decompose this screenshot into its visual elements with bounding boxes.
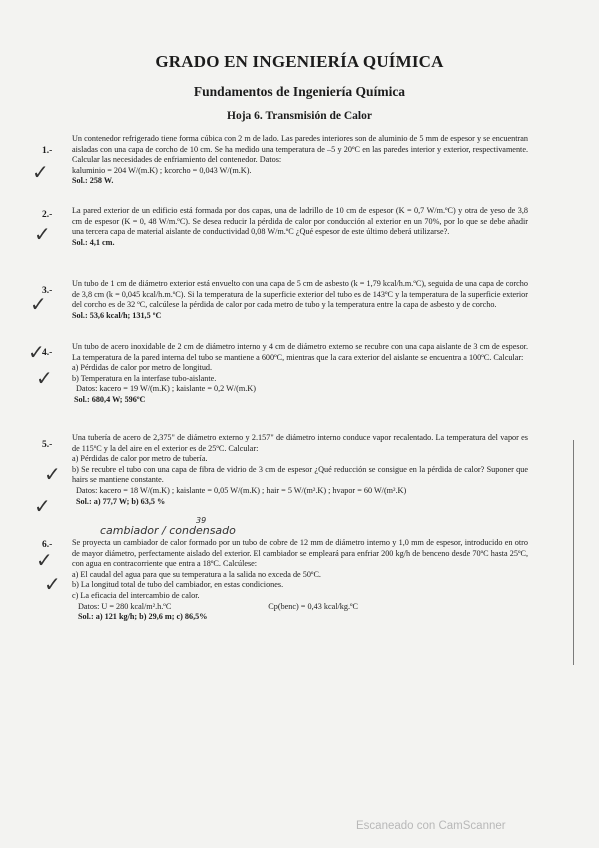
sheet-title: Hoja 6. Transmisión de Calor <box>227 110 372 122</box>
problem-1-text: Un contenedor refrigerado tiene forma cúbica con 2 m de lado. Las paredes interiores son de aluminio de 5 mm de espesor y se encuentran aisladas con una capa de corcho de 10 cm. Se ha medido una temperatura de –5 y 20ºC en las paredes interior y exterior, respectivamente. Calcular las necesidades de enfriamiento del contenedor. Datos: <box>72 134 528 165</box>
problem-3-text: Un tubo de 1 cm de diámetro exterior está envuelto con una capa de 5 cm de asbesto (k = 1,79 kcal/h.m.ºC), seguida de una capa de corcho de 3,8 cm (k = 0,045 kcal/h.m.ºC). Si la temperatura de la superficie exterior del tubo es de 143ºC y la temperatura de la superficie exterior del corcho es de 32 ºC, calcúlese la pérdida de calor por cada metro de tubo y la temperatura entre la capa de asbesto y de corcho. <box>72 279 528 310</box>
problem-2 <box>72 206 528 248</box>
problem-4-text: Un tubo de acero inoxidable de 2 cm de diámetro interno y 4 cm de diámetro externo se recubre con una capa aislante de 3 cm de espesor. La temperatura de la pared interna del tubo se mantiene a 600ºC, mientras que la cara exterior del aislante se encuentra a 100ºC. Calcular: <box>72 342 528 362</box>
checkmark-icon: ✓ <box>30 292 47 316</box>
problem-6-text: Se proyecta un cambiador de calor formado por un tubo de cobre de 12 mm de diámetro interno y 1,0 mm de espesor, introducido en otro de mayor diámetro, perfectamente aislado del exterior. El cambiador se empleará para enfriar 200 kg/h de benceno desde 70ºC hasta 25ºC, con agua en contracorriente que entra a 18ºC. Calcúlese: <box>72 538 528 569</box>
problem-4 <box>72 342 528 406</box>
problem-6-solution: Sol.: a) 121 kg/h; b) 29,6 m; c) 86,5% <box>78 612 208 622</box>
problem-1-number: 1.- <box>42 146 53 156</box>
problem-2-number: 2.- <box>42 210 53 220</box>
checkmark-icon: ✓ <box>44 572 61 596</box>
degree-title: GRADO EN INGENIERÍA QUÍMICA <box>155 52 444 71</box>
problem-4-solution: Sol.: 680,4 W; 596ºC <box>74 394 146 404</box>
checkmark-icon: ✓ <box>36 366 53 390</box>
course-title: Fundamentos de Ingeniería Química <box>193 84 406 99</box>
scanner-watermark: Escaneado con CamScanner <box>356 820 506 832</box>
problem-3-solution: Sol.: 53,6 kcal/h; 131,5 ºC <box>72 310 162 320</box>
problem-5-item-a: a) Pérdidas de calor por metro de tubería. <box>72 454 208 464</box>
problem-5 <box>72 433 528 507</box>
checkmark-icon: ✓ <box>32 160 49 184</box>
problem-4-item-b: b) Temperatura en la interfase tubo-aislante. <box>72 373 217 383</box>
problem-3 <box>72 279 528 321</box>
problem-1 <box>72 134 528 187</box>
problem-6-data-right: Cp(benc) = 0,43 kcal/kg.ºC <box>268 601 358 611</box>
problem-5-data: Datos: kacero = 18 W/(m.K) ; kaislante = 0,05 W/(m.K) ; hair = 5 W/(m².K) ; hvapor = 60 W/(m².K) <box>76 485 407 495</box>
checkmark-icon: ✓ <box>28 340 45 364</box>
problem-5-number: 5.- <box>42 440 53 450</box>
checkmark-icon: ✓ <box>34 222 51 246</box>
problem-5-item-b: b) Se recubre el tubo con una capa de fibra de vidrio de 3 cm de espesor ¿Qué reducción se consigue en la pérdida de calor? Suponer que hairs se mantiene constante. <box>72 464 528 485</box>
problem-6-item-b: b) La longitud total de tubo del cambiador, en estas condiciones. <box>72 580 284 590</box>
problem-4-number: 4.- <box>42 348 53 358</box>
checkmark-icon: ✓ <box>36 548 53 572</box>
checkmark-icon: ✓ <box>34 494 51 518</box>
problem-1-solution: Sol.: 258 W. <box>72 176 114 186</box>
handwritten-note: 39 <box>196 516 207 525</box>
problem-6-data-left: Datos: U = 280 kcal/m².h.ºC <box>78 601 172 611</box>
problem-6-number: 6.- <box>42 540 53 550</box>
problem-6-item-a: a) El caudal del agua para que su temperatura a la salida no exceda de 50ºC. <box>72 569 321 579</box>
checkmark-icon: ✓ <box>44 462 61 486</box>
problem-6-data <box>72 602 528 613</box>
problem-4-data: Datos: kacero = 19 W/(m.K) ; kaislante = 0,2 W/(m.K) <box>76 384 256 394</box>
problem-2-solution: Sol.: 4,1 cm. <box>72 237 115 247</box>
problem-5-text: Una tubería de acero de 2,375" de diámetro externo y 2.157" de diámetro interno conduce vapor recalentado. La temperatura del vapor es de 115ºC y la del aire en el exterior es de 25ºC. Calcular: <box>72 433 528 453</box>
problem-6 <box>72 538 528 623</box>
problem-2-text: La pared exterior de un edificio está formada por dos capas, una de ladrillo de 10 cm de espesor (K = 0,7 W/m.ºC) y otra de yeso de 3,8 cm de espesor (K = 0, 48 W/m.ºC). Se desea reducir la pérdida de calor por conducción al exterior en un 70%, por lo que se debe añadir una tercera capa de material aislante de conductividad 0,08 W/m.ºC ¿Qué espesor de este último deberá utilizarse?. <box>72 206 528 237</box>
problem-4-item-a: a) Pérdidas de calor por metro de longitud. <box>72 363 213 373</box>
handwritten-note: cambiador / condensado <box>100 524 236 537</box>
problem-6-item-c: c) La eficacia del intercambio de calor. <box>72 590 200 600</box>
problem-3-number: 3.- <box>42 286 53 296</box>
problem-1-data: kaluminio = 204 W/(m.K) ; kcorcho = 0,043 W/(m.K). <box>72 165 252 175</box>
page-edge-shadow <box>573 440 574 665</box>
problem-5-solution: Sol.: a) 77,7 W; b) 63,5 % <box>76 496 166 506</box>
